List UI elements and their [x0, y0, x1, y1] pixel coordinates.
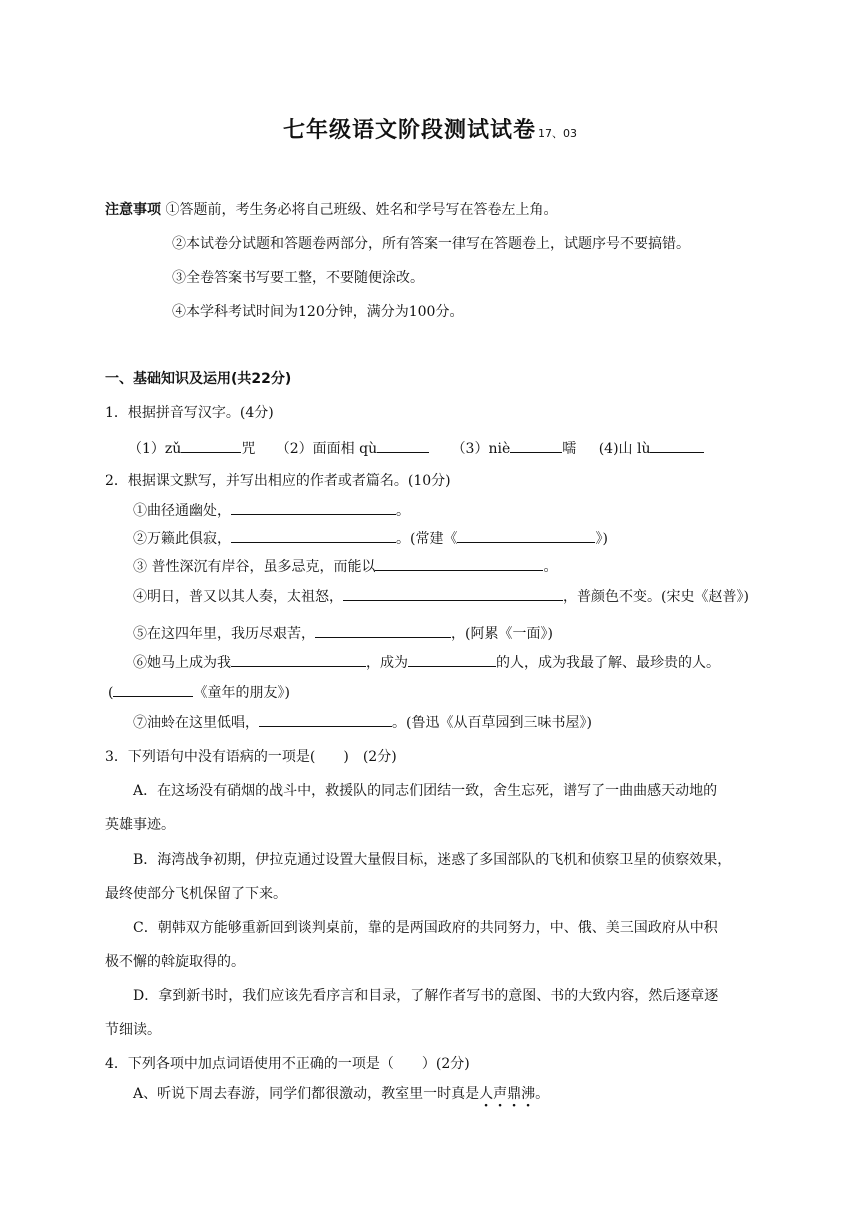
q4-option-a-end: 。 — [535, 1086, 550, 1102]
q2-line-2-end: 》) — [595, 531, 608, 547]
q2-blank-6[interactable] — [315, 622, 451, 638]
q2-blank-3[interactable] — [457, 527, 595, 543]
q2-line-7 — [133, 711, 592, 733]
exam-title — [0, 113, 860, 144]
q3-option-c-line-2: 极不懈的斡旋取得的。 — [105, 954, 245, 970]
section-heading: 一、基础知识及运用(共22分) — [105, 371, 292, 387]
q3-option-a-line-1: A．在这场没有硝烟的战斗中，救援队的同志们团结一致，舍生忘死，谱写了一曲曲感天动地的 — [133, 783, 718, 799]
question-4-stem: 4．下列各项中加点词语使用不正确的一项是（ ）(2分) — [105, 1056, 470, 1072]
q2-line-1-text: ①曲径通幽处， — [133, 503, 231, 519]
q2-blank-10[interactable] — [259, 711, 392, 727]
q2-blank-5[interactable] — [343, 585, 563, 601]
q2-line-3-end: 。 — [543, 559, 558, 575]
q2-line-6-mid: ，成为 — [366, 655, 408, 671]
title-text: 七年级语文阶段测试试卷 — [282, 118, 536, 143]
question-1-items — [128, 437, 704, 459]
q2-line-6 — [133, 651, 720, 673]
q2-line-4-end: ，普颜色不变。(宋史《赵普》) — [563, 589, 749, 605]
notes-first-line — [105, 200, 557, 220]
q1-part-3-after: 嚅 — [562, 441, 577, 457]
q2-line-6b-start: ( — [108, 685, 114, 701]
dotted-char: 声 — [493, 1086, 508, 1102]
q4-option-a-text: A、听说下周去春游，同学们都很激动，教室里一时真是 — [133, 1086, 480, 1102]
q2-blank-1[interactable] — [231, 499, 396, 515]
q2-blank-9[interactable] — [113, 681, 193, 697]
dotted-char: 沸 — [521, 1086, 536, 1102]
notes-label: 注意事项 — [105, 202, 161, 218]
q2-line-6-text: ⑥她马上成为我 — [133, 655, 231, 671]
q2-line-3-text: ③ 普性深沉有岸谷，虽多忌克，而能以 — [133, 559, 376, 575]
q2-line-7-end: 。(鲁迅《从百草园到三味书屋》) — [392, 715, 592, 731]
notes-item-4: ④本学科考试时间为120分钟，满分为100分。 — [172, 304, 464, 320]
q2-line-6b-end: 《童年的朋友》) — [193, 685, 290, 701]
q2-line-2-mid: 。(常建《 — [396, 531, 458, 547]
q1-blank-4[interactable] — [650, 437, 704, 453]
question-1-stem: 1．根据拼音写汉字。(4分) — [105, 405, 274, 421]
q3-option-b-line-1: B．海湾战争初期，伊拉克通过设置大量假目标，迷惑了多国部队的飞机和侦察卫星的侦察效果， — [133, 852, 732, 868]
q3-option-c-line-1: C．朝韩双方能够重新回到谈判桌前，靠的是两国政府的共同努力，中、俄、美三国政府从中积 — [133, 920, 718, 936]
question-2-stem: 2．根据课文默写，并写出相应的作者或者篇名。(10分) — [105, 473, 451, 489]
q2-line-7-text: ⑦油蛉在这里低唱， — [133, 715, 259, 731]
q3-option-b-line-2: 最终使部分飞机保留了下来。 — [105, 886, 287, 902]
q4-option-a — [133, 1084, 549, 1104]
q1-part-4: (4)山 lù — [598, 441, 651, 457]
q2-line-2-text: ②万籁此俱寂， — [133, 531, 231, 547]
q3-option-d-line-1: D．拿到新书时，我们应该先看序言和目录，了解作者写书的意图、书的大致内容，然后逐章逐 — [133, 988, 719, 1004]
q2-line-3 — [133, 555, 557, 577]
q2-line-4 — [133, 585, 749, 607]
q1-part-3: （3）niè — [451, 441, 511, 457]
q2-line-4-text: ④明日，普又以其人奏，太祖怒， — [133, 589, 343, 605]
q1-part-1: （1）zǔ — [128, 441, 182, 457]
q2-blank-7[interactable] — [231, 651, 366, 667]
q1-blank-2[interactable] — [377, 437, 429, 453]
q2-blank-4[interactable] — [375, 555, 543, 571]
q2-line-1-end: 。 — [396, 503, 410, 519]
q2-blank-2[interactable] — [231, 527, 396, 543]
title-date: 17、03 — [538, 127, 577, 140]
question-3-stem: 3．下列语句中没有语病的一项是( ) (2分) — [105, 749, 397, 765]
notes-item-2: ②本试卷分试题和答题卷两部分，所有答案一律写在答题卷上，试题序号不要搞错。 — [172, 236, 690, 252]
q1-part-1-after: 咒 — [241, 441, 256, 457]
q2-line-6b — [108, 681, 290, 703]
q2-line-6-end: 的人，成为我最了解、最珍贵的人。 — [496, 655, 720, 671]
notes-item-1: ①答题前，考生务必将自己班级、姓名和学号写在答卷左上角。 — [165, 202, 558, 218]
q1-blank-1[interactable] — [181, 437, 241, 453]
q2-line-5-text: ⑤在这四年里，我历尽艰苦， — [133, 626, 315, 642]
q2-line-1 — [133, 499, 410, 521]
dotted-char: 鼎 — [507, 1086, 522, 1102]
q3-option-d-line-2: 节细读。 — [105, 1022, 161, 1038]
q2-line-2 — [133, 527, 608, 549]
q2-line-5 — [133, 622, 553, 644]
q2-line-5-end: ，(阿累《一面》) — [451, 626, 553, 642]
notes-item-3: ③全卷答案书写要工整，不要随便涂改。 — [172, 270, 424, 286]
q3-option-a-line-2: 英雄事迹。 — [105, 817, 175, 833]
q1-blank-3[interactable] — [510, 437, 562, 453]
q1-part-2: （2）面面相 qù — [275, 441, 378, 457]
q2-blank-8[interactable] — [408, 651, 496, 667]
dotted-char: 人 — [479, 1086, 494, 1102]
